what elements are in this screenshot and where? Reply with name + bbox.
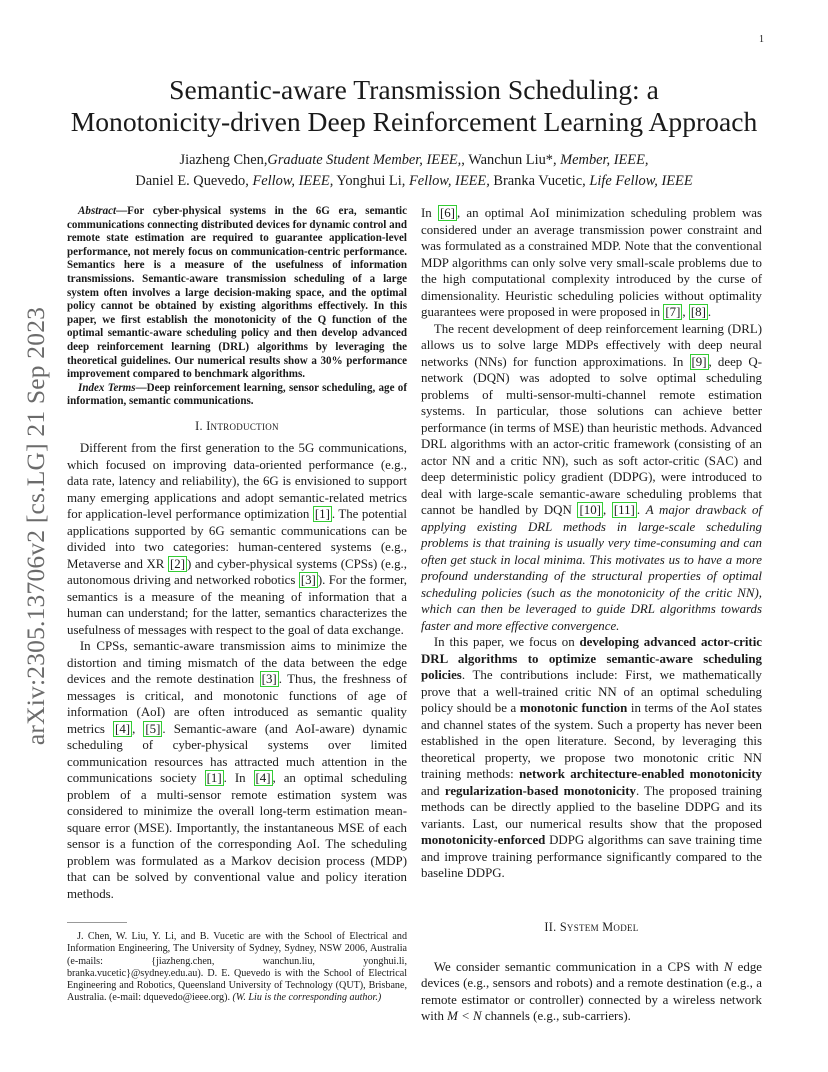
citation-link[interactable]: [4] — [115, 721, 131, 736]
section-heading-introduction: I. Introduction — [195, 418, 279, 433]
left-column — [67, 205, 407, 902]
author-role: Member, IEEE, — [560, 152, 649, 168]
author-name: Branka Vucetic, — [493, 173, 586, 189]
citation-link[interactable]: [8] — [690, 305, 706, 319]
author-name: , Wanchun Liu*, — [461, 152, 557, 168]
abstract-label: Abstract — [78, 205, 117, 217]
page-number: 1 — [759, 34, 764, 45]
intro-paragraph-4: The recent development of deep reinforcement learning (DRL) allows us to solve large MDPs effectively with deep neural networks (NNs) for function approximations. In [9] , deep Q-network (DQN) was adopted to solve optimal scheduling problems of multi-sensor-multi-channel remote estimation systems. In particular, those solutions can achieve better performance (in terms of MSE) than heuristic methods. Advanced DRL algorithms with an actor-critic framework (consisting of an actor NN and a critic NN), such as soft actor-critic (SAC) and deep deterministic policy gradient (DDPG), were introduced to deal with large-scale semantic-aware scheduling problems that cannot be handled by DQN [10] , [11] . A major drawback of applying existing DRL methods in large-scale scheduling problems is that training is usually very time-consuming and can often get stuck in local minima. This motivates us to have a more profound understanding of the structural properties of optimal scheduling policies (such as the monotonicity of the critic NN), which can then be leveraged to guide DRL algorithms towards faster and more effective convergence. — [421, 321, 762, 633]
author-line-1 — [60, 150, 768, 171]
author-name: Daniel E. Quevedo, — [135, 173, 249, 189]
author-list — [60, 150, 768, 192]
author-role: Graduate Student Member, IEEE, — [267, 152, 462, 168]
section-heading-system-model: II. System Model — [544, 920, 639, 934]
intro-paragraph-3: In [6] , an optimal AoI minimization scheduling problem was considered under an average transmission power constraint and was formulated as a constrained MDP. Note that the conventional MDP algorithms can only solve very small-scale problems due to the high computational complexity introduced by the curse of dimensionality. Heuristic scheduling policies without optimality guarantees were proposed in were proposed in [7] , [8] . — [421, 206, 762, 319]
citation-link[interactable]: [6] — [439, 206, 455, 220]
author-role: Life Fellow, IEEE — [589, 173, 693, 189]
citation-link[interactable]: [7] — [665, 305, 681, 319]
citation-link[interactable]: [10] — [579, 503, 601, 517]
index-terms-label: Index Terms — [78, 381, 136, 394]
paper-title — [60, 74, 768, 138]
contributions-paragraph: In this paper, we focus on developing advanced actor-critic DRL algorithms to optimize semantic-aware scheduling policies. The contributions include: First, we mathematically prove that a well-trained critic NN of an optimal scheduling policy should be a monotonic function in terms of the AoI states and channel states of the system. Such a property has never been established in the open literature. Second, by leveraging this theoretical property, we propose two monotonic critic NN training methods: network architecture-enabled monotonicity and regularization-based monotonicity. The proposed training methods can be directly applied to the baseline DDPG and its variants. Last, our numerical results show that the proposed monotonicity-enforced DDPG algorithms can save training time and improve training performance significantly compared to the baseline DDPG. — [421, 635, 763, 880]
index-terms-text: —Deep reinforcement learning, sensor scheduling, age of information, semantic communications. — [67, 381, 407, 408]
affiliation-footnote: J. Chen, W. Liu, Y. Li, and B. Vucetic are with the School of Electrical and Information Engineering, The University of Sydney, Sydney, NSW 2006, Australia (e-mails: {jiazheng.chen, wanchun.liu, yonghui.li, branka.vucetic}@sydney.edu.au). D. E. Quevedo is with the School of Electrical Engineering and Robotics, Queensland University of Technology (QUT), Brisbane, Australia. (e-mail: dquevedo@ieee.org). (W. Liu is the corresponding author.) — [67, 931, 407, 1004]
intro-paragraph-2: In CPSs, semantic-aware transmission aims to minimize the distortion and timing mismatch of the data between the edge devices and the remote destination [3] . Thus, the freshness of messages is critical, and monotonic functions of age of information (AoI) are often introduced as semantic quality metrics [4] , [5] . Semantic-aware (and AoI-aware) dynamic scheduling of cyber-physical systems over limited communication resources has attracted much attention in the communications society [1] . In [4] , an optimal scheduling problem of a multi-sensor remote estimation system was considered to minimize the overall long-term estimation mean-square error (MSE). Importantly, the instantaneous MSE of each sensor is a function of the corresponding AoI. The scheduling problem was formulated as a Markov decision process (MDP) that can be solved by conventional value and policy iteration methods. — [67, 639, 408, 901]
author-name: Yonghui Li, — [336, 173, 406, 189]
author-role: Fellow, IEEE, — [252, 173, 334, 189]
citation-link[interactable]: [3] — [300, 573, 316, 588]
citation-link[interactable]: [9] — [691, 354, 707, 369]
footnote-divider — [67, 922, 127, 923]
right-column — [421, 205, 762, 882]
citation-link[interactable]: [1] — [206, 771, 222, 786]
system-model-paragraph: We consider semantic communication in a CPS with N edge devices (e.g., sensors and robots) and a remote destination (e.g., a remote estimator or controller) connected by a wireless network with M < N channels (e.g., sub-carriers). — [421, 959, 762, 1024]
arxiv-stamp-text: arXiv:2305.13706v2 [cs.LG] 21 Sep 2023 — [21, 306, 50, 746]
arxiv-stamp — [21, 288, 50, 764]
index-terms — [67, 382, 407, 409]
author-line-2 — [60, 171, 768, 192]
abstract-text: —For cyber-physical systems in the 6G era, semantic communications connecting distributed devices for dynamic control and remote state estimation are required to guarantee application-level performance, not merely focus on communication-centric performance. Semantics here is a measure of the usefulness of information transmissions. Semantic-aware transmission scheduling of a large system often involves a large decision-making space, and the optimal policy cannot be obtained by existing algorithms effectively. In this paper, we first establish the monotonicity of the Q function of the optimal semantic-aware scheduling policy and then develop advanced deep reinforcement learning (DRL) algorithms by leveraging the theoretical guidelines. Our numerical results show a 30% performance improvement compared to benchmark algorithms. — [67, 205, 407, 381]
citation-link[interactable]: [3] — [261, 672, 277, 687]
title-line-1: Semantic-aware Transmission Scheduling: a — [169, 74, 659, 105]
citation-link[interactable]: [11] — [613, 503, 635, 517]
title-line-2: Monotonicity-driven Deep Reinforcement Learning Approach — [70, 106, 758, 137]
intro-paragraph-1: Different from the first generation to the 5G communications, which focused on improving data-oriented performance (e.g., data rate, latency and reliability), the 6G is envisioned to support many emerging applications and adopt semantic-related metrics for application-level performance optimization [1] . The potential applications supported by 6G semantic communications can be divided into two categories: human-centered systems (e.g., Metaverse and XR [2] ) and cyber-physical systems (CPSs) (e.g., autonomous driving and networked robotics [3] ). For the former, semantics is a measure of the meaning of information that a human can understand; for the latter, semantics characterizes the usefulness of messages with respect to the goal of data exchange. — [67, 441, 407, 637]
abstract — [67, 205, 407, 382]
citation-link[interactable]: [5] — [145, 721, 161, 736]
citation-link[interactable]: [4] — [255, 771, 271, 786]
citation-link[interactable]: [1] — [314, 507, 330, 522]
citation-link[interactable]: [2] — [169, 556, 186, 571]
author-role: Fellow, IEEE, — [408, 173, 490, 189]
author-name: Jiazheng Chen, — [179, 152, 268, 168]
